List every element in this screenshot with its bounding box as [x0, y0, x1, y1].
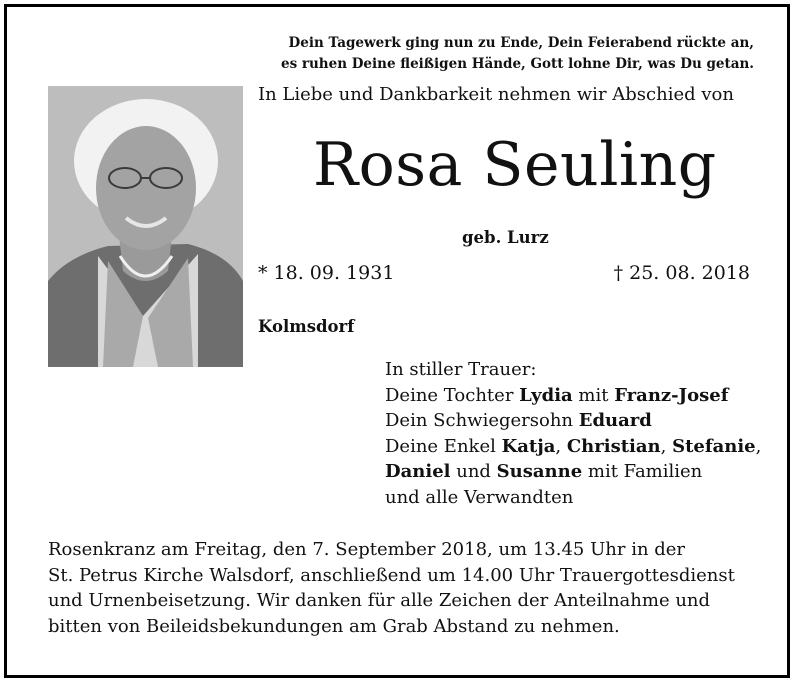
- mourner-name: Stefanie: [672, 435, 756, 457]
- mourning-heading: In stiller Trauer:: [385, 359, 537, 380]
- text-part: ,: [555, 435, 567, 457]
- text-part: mit Familien: [582, 461, 703, 482]
- portrait-illustration: [48, 86, 243, 367]
- mourner-line-daughter: [385, 383, 761, 409]
- text-part: Deine Enkel: [385, 435, 502, 457]
- mourner-name: Eduard: [578, 410, 652, 431]
- motto-line-1: Dein Tagewerk ging nun zu Ende, Dein Feierabend rückte an,: [288, 35, 754, 51]
- text-part: Dein Schwiegersohn: [385, 410, 579, 431]
- mourner-line-son-in-law: [385, 408, 761, 434]
- mourner-line-relatives: und alle Verwandten: [385, 486, 574, 508]
- text-part: ,: [755, 435, 762, 457]
- mourners-list: [385, 357, 761, 510]
- mourner-name: Christian: [566, 435, 661, 457]
- portrait-photo: [48, 86, 243, 367]
- hometown: Kolmsdorf: [258, 317, 355, 336]
- service-line-3: und Urnenbeisetzung. Wir danken für alle Zeichen der Anteilnahme und: [48, 590, 711, 611]
- death-date: † 25. 08. 2018: [613, 262, 750, 284]
- text-part: Deine Tochter: [385, 384, 520, 406]
- mourner-name: Lydia: [519, 384, 573, 406]
- service-line-4: bitten von Beileidsbekundungen am Grab Abstand zu nehmen.: [48, 615, 620, 637]
- mourner-name: Katja: [501, 435, 556, 457]
- deceased-name: Rosa Seuling: [313, 130, 717, 200]
- farewell-intro: In Liebe und Dankbarkeit nehmen wir Abschied von: [258, 84, 734, 105]
- mourner-name: Daniel: [385, 461, 451, 482]
- service-line-2: St. Petrus Kirche Walsdorf, anschließend um 14.00 Uhr Trauergottesdienst: [48, 564, 735, 586]
- mourner-line-grandchildren-2: [385, 459, 761, 485]
- mourner-name: Susanne: [496, 461, 583, 482]
- text-part: ,: [660, 435, 673, 457]
- text-part: mit: [572, 384, 615, 406]
- service-info: [48, 537, 735, 639]
- text-part: und: [450, 461, 497, 482]
- maiden-name: geb. Lurz: [462, 228, 549, 247]
- mourner-name: Franz-Josef: [614, 384, 729, 406]
- service-line-1: Rosenkranz am Freitag, den 7. September 2018, um 13.45 Uhr in der: [48, 539, 686, 560]
- motto-verse: [281, 33, 754, 75]
- birth-date: * 18. 09. 1931: [258, 262, 395, 284]
- motto-line-2: es ruhen Deine fleißigen Hände, Gott lohne Dir, was Du getan.: [280, 56, 754, 72]
- mourner-line-grandchildren: [385, 434, 761, 460]
